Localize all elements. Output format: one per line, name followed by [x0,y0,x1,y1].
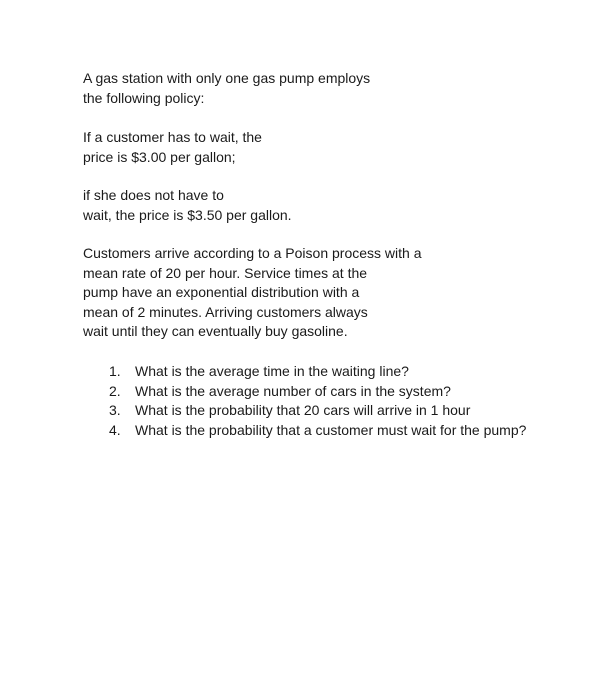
text-line: If a customer has to wait, the [83,129,262,145]
text-line: wait until they can eventually buy gasoline. [83,323,348,339]
text-line: if she does not have to [83,187,224,203]
text-line: mean rate of 20 per hour. Service times at the [83,264,368,281]
question-item [109,382,526,402]
text-line: Customers arrive according to a Poison process with a [83,245,422,261]
paragraph-no-wait-price [83,186,292,225]
question-text: What is the probability that a customer must wait for the pump? [135,421,527,438]
question-number: 3. [109,402,121,418]
text-line: the following policy: [83,89,205,106]
text-line: mean of 2 minutes. Arriving customers always [83,303,368,320]
paragraph-intro [83,69,370,108]
question-item [109,401,526,421]
question-text: What is the average number of cars in the system? [135,382,451,399]
question-item [109,362,526,382]
question-number: 4. [109,421,121,438]
paragraph-wait-price [83,128,262,167]
text-line: price is $3.00 per gallon; [83,148,236,165]
text-line: wait, the price is $3.50 per gallon. [83,206,292,223]
paragraph-arrival-process [83,244,421,342]
text-line: A gas station with only one gas pump employs [83,70,371,86]
question-number: 1. [109,363,121,379]
question-item [109,421,526,441]
text-line: pump have an exponential distribution with a [83,284,360,300]
questions-list [109,362,526,440]
question-text: What is the average time in the waiting line? [135,363,409,379]
question-text: What is the probability that 20 cars will arrive in 1 hour [135,402,471,418]
question-number: 2. [109,382,121,399]
